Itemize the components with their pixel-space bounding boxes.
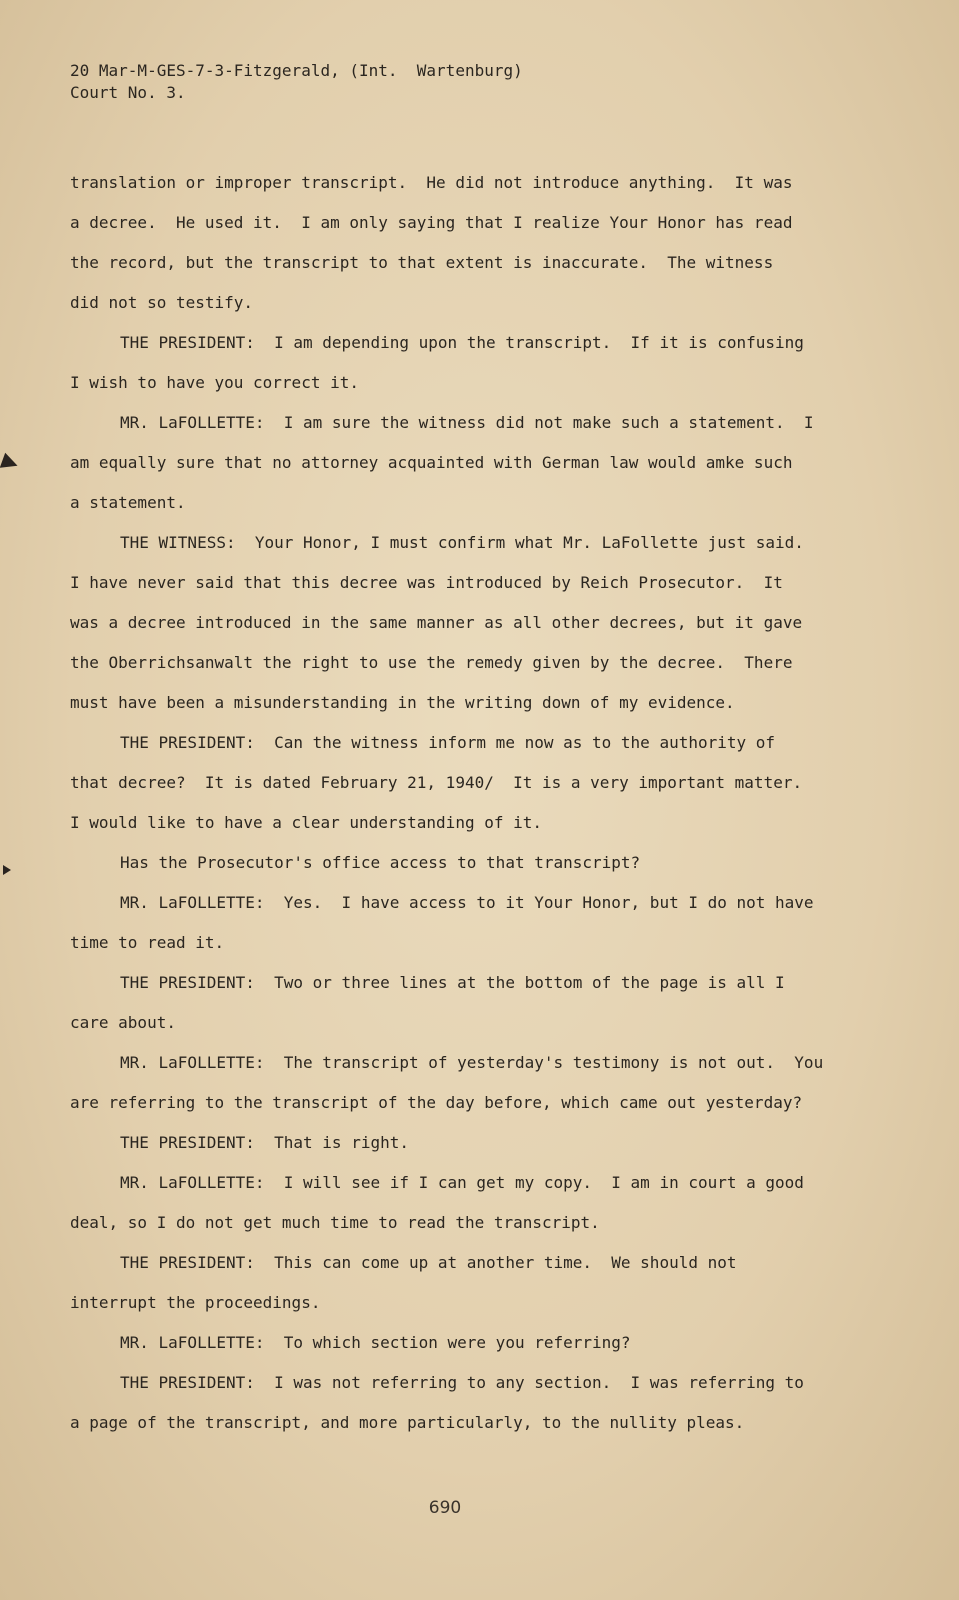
transcript-line: a decree. He used it. I am only saying that I realize Your Honor has read [70,213,793,232]
transcript-line: time to read it. [70,933,225,952]
document-header [70,60,523,104]
speaker-line: MR. LaFOLLETTE: The transcript of yesterday's testimony is not out. You [120,1053,824,1072]
header-court-number: Court No. 3. [70,83,186,102]
transcript-line: must have been a misunderstanding in the writing down of my evidence. [70,693,735,712]
transcript-line: deal, so I do not get much time to read the transcript. [70,1213,600,1232]
transcript-line: am equally sure that no attorney acquainted with German law would amke such [70,453,793,472]
speaker-line: THE PRESIDENT: That is right. [120,1133,409,1152]
transcript-line: translation or improper transcript. He did not introduce anything. It was [70,173,793,192]
transcript-line: interrupt the proceedings. [70,1293,321,1312]
transcript-line: I have never said that this decree was introduced by Reich Prosecutor. It [70,573,783,592]
speaker-line: MR. LaFOLLETTE: I will see if I can get my copy. I am in court a good [120,1173,804,1192]
transcript-line: that decree? It is dated February 21, 1940/ It is a very important matter. [70,773,803,792]
speaker-line: THE PRESIDENT: Two or three lines at the bottom of the page is all I [120,973,785,992]
transcript-line: the Oberrichsanwalt the right to use the remedy given by the decree. There [70,653,793,672]
page-number: 690 [428,1498,462,1518]
transcript-line: a page of the transcript, and more particularly, to the nullity pleas. [70,1413,745,1432]
margin-mark [3,865,11,875]
header-case-reference: 20 Mar-M-GES-7-3-Fitzgerald, (Int. Wartenburg) [70,61,523,80]
transcript-line: I would like to have a clear understanding of it. [70,813,543,832]
transcript-line: the record, but the transcript to that extent is inaccurate. The witness [70,253,774,272]
speaker-line: THE WITNESS: Your Honor, I must confirm what Mr. LaFollette just said. [120,533,804,552]
transcript-body [70,163,870,1443]
speaker-line: THE PRESIDENT: I was not referring to any section. I was referring to [120,1373,804,1392]
speaker-line: THE PRESIDENT: This can come up at another time. We should not [120,1253,737,1272]
transcript-line: was a decree introduced in the same manner as all other decrees, but it gave [70,613,803,632]
speaker-line: MR. LaFOLLETTE: Yes. I have access to it Your Honor, but I do not have [120,893,814,912]
speaker-line: THE PRESIDENT: I am depending upon the transcript. If it is confusing [120,333,804,352]
transcript-line: I wish to have you correct it. [70,373,359,392]
transcript-line: care about. [70,1013,176,1032]
transcript-line: are referring to the transcript of the day before, which came out yesterday? [70,1093,803,1112]
speaker-line: THE PRESIDENT: Can the witness inform me now as to the authority of [120,733,776,752]
speaker-line: MR. LaFOLLETTE: To which section were you referring? [120,1333,631,1352]
transcript-line: did not so testify. [70,293,254,312]
transcript-line: Has the Prosecutor's office access to that transcript? [120,853,641,872]
speaker-line: MR. LaFOLLETTE: I am sure the witness did not make such a statement. I [120,413,814,432]
transcript-line: a statement. [70,493,186,512]
margin-mark [0,453,20,474]
